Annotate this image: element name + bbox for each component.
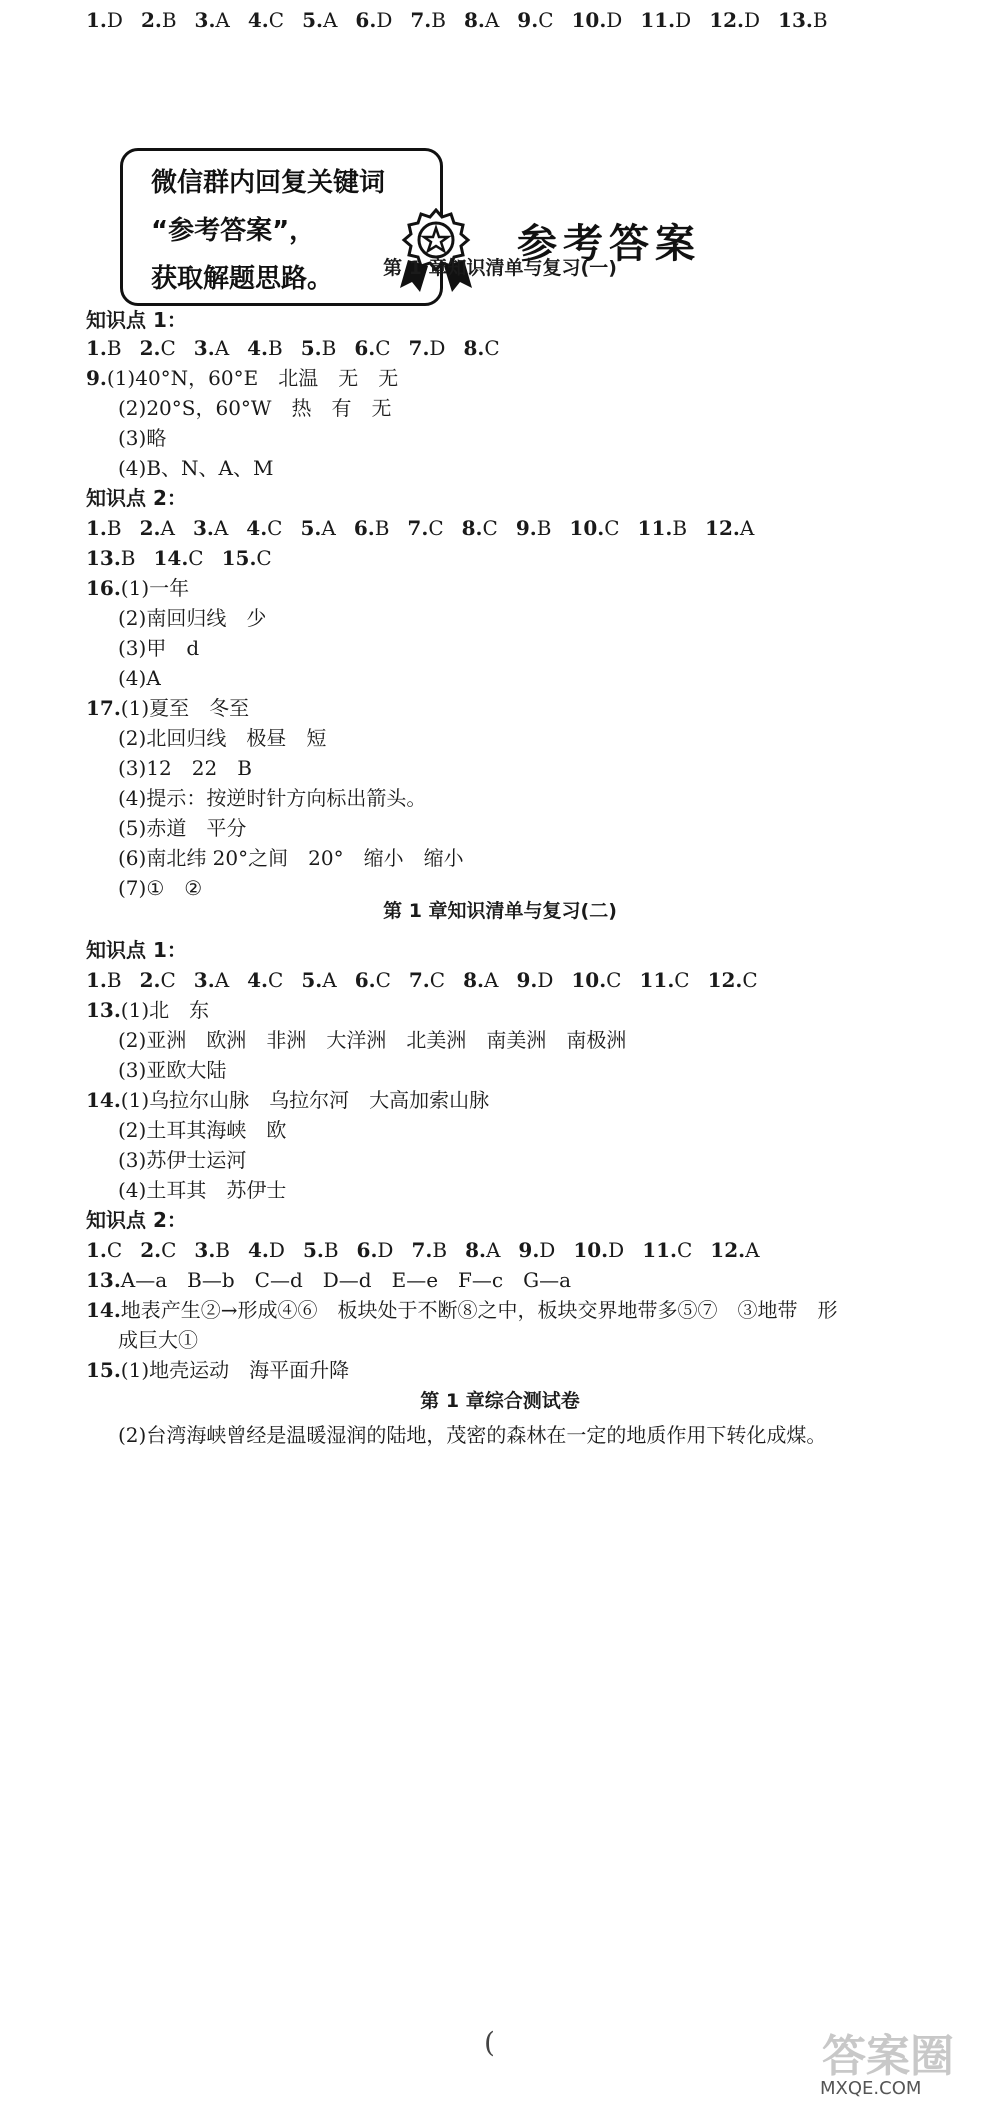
choice-answer [640, 0, 691, 40]
answer-letter: B [161, 8, 177, 32]
question-number: 11. [640, 8, 676, 32]
watermark-url: MXQE.COM [820, 2078, 922, 2099]
choice-answer [409, 328, 446, 368]
choice-answer [301, 960, 336, 1000]
question-number: 11. [639, 968, 675, 992]
answer-letter: C [267, 516, 283, 540]
answer-letter: B [268, 336, 283, 360]
answer-letter: B [812, 8, 828, 32]
choice-answer [710, 1230, 759, 1270]
answer-letter: C [604, 516, 620, 540]
choice-answer [463, 328, 499, 368]
answer-letter: D [743, 8, 761, 32]
answer-subline: (7)① ② [118, 876, 203, 900]
question-number: 5. [300, 336, 322, 360]
question-number: 1. [86, 1238, 107, 1262]
answer-subline: (2)台湾海峡曾经是温暖湿润的陆地，茂密的森林在一定的地质作用下转化成煤。 [118, 1423, 827, 1447]
question-number: 3. [194, 1238, 216, 1262]
question-number: 4. [248, 1238, 269, 1262]
page-title: 参考答案 [517, 221, 701, 267]
answer-text: A—a B—b C—d D—d E—e F—c G—a [120, 1268, 572, 1292]
question-number: 10. [573, 1238, 609, 1262]
question-number: 4. [247, 968, 269, 992]
answer-letter: B [215, 1238, 230, 1262]
choice-answer [639, 960, 689, 1000]
question-number: 1. [86, 336, 107, 360]
answer-subline: (4)提示：按逆时针方向标出箭头。 [118, 786, 427, 810]
choice-answer [516, 960, 553, 1000]
answer-letter: B [120, 546, 136, 570]
answer-letter: C [676, 1238, 693, 1262]
answer-letter: A [214, 336, 230, 360]
answer-letter: D [608, 1238, 625, 1262]
question-number: 13. [86, 1268, 121, 1292]
choice-answer [409, 960, 445, 1000]
answer-letter: C [161, 1238, 177, 1262]
choice-answer [355, 0, 392, 40]
answer-subline: (3)甲 d [118, 636, 200, 660]
question-number: 12. [710, 1238, 746, 1262]
answer-letter: C [429, 968, 446, 992]
answer-letter: A [483, 968, 499, 992]
knowledge-point-label: 知识点 2： [86, 1208, 187, 1232]
section-heading: 第 1 章知识清单与复习(二) [383, 900, 617, 922]
knowledge-point-label: 知识点 1： [86, 938, 187, 962]
choice-answer [462, 508, 498, 548]
notice-line-1: 微信群内回复关键词 [151, 168, 386, 198]
question-number: 7. [408, 336, 430, 360]
question-number: 4. [247, 336, 269, 360]
answer-letter: D [106, 8, 123, 32]
answer-line [86, 1350, 349, 1390]
answer-letter: B [432, 1238, 448, 1262]
choice-answer [410, 0, 446, 40]
question-number: 4. [246, 516, 268, 540]
question-number: 7. [408, 968, 430, 992]
answer-letter: C [106, 1238, 123, 1262]
question-number: 14. [86, 1088, 121, 1112]
watermark-logo: 答案圈 [822, 2031, 954, 2082]
question-number: 10. [569, 516, 605, 540]
question-number: 15. [221, 546, 257, 570]
answer-letter: B [321, 336, 337, 360]
knowledge-point-label: 知识点 2： [86, 486, 187, 510]
question-number: 13. [86, 546, 121, 570]
question-number: 2. [140, 8, 162, 32]
question-number: 11. [642, 1238, 677, 1262]
notice-line-2: “参考答案”， [151, 216, 316, 246]
answer-subline: (2)南回归线 少 [118, 606, 267, 630]
answer-letter: B [323, 1238, 339, 1262]
question-number: 6. [355, 8, 377, 32]
answer-letter: C [428, 516, 444, 540]
answer-letter: A [321, 516, 336, 540]
question-number: 17. [86, 696, 121, 720]
answer-subline: 成巨大① [118, 1328, 198, 1352]
answer-letter: C [160, 968, 176, 992]
answer-line [86, 1290, 838, 1330]
choice-answer [569, 508, 619, 548]
choice-answer [571, 960, 621, 1000]
question-number: 8. [465, 1238, 486, 1262]
choice-answer [463, 960, 498, 1000]
question-number: 8. [463, 336, 485, 360]
question-number: 8. [463, 8, 485, 32]
answer-letter: A [214, 968, 230, 992]
answer-letter: A [213, 516, 229, 540]
answer-letter: C [160, 336, 176, 360]
question-number: 9. [516, 968, 538, 992]
question-number: 2. [139, 516, 161, 540]
choice-answer [86, 0, 123, 40]
question-number: 3. [193, 968, 215, 992]
question-number: 7. [407, 516, 429, 540]
question-number: 16. [86, 576, 121, 600]
answer-letter: B [374, 516, 390, 540]
question-number: 5. [302, 1238, 324, 1262]
choice-answer [354, 508, 390, 548]
answer-letter: B [672, 516, 688, 540]
choice-answer [708, 960, 758, 1000]
answer-letter: C [268, 968, 284, 992]
question-number: 3. [193, 336, 215, 360]
answer-letter: C [482, 516, 498, 540]
question-number: 1. [86, 516, 107, 540]
answer-letter: C [674, 968, 690, 992]
answer-subline: (2)北回归线 极昼 短 [118, 726, 327, 750]
question-number: 4. [247, 8, 269, 32]
question-number: 7. [410, 8, 432, 32]
answer-text: (1)一年 [120, 576, 190, 600]
answer-subline: (3)苏伊士运河 [118, 1148, 247, 1172]
choice-answer [638, 508, 688, 548]
answer-subline: (2)土耳其海峡 欧 [118, 1118, 287, 1142]
choice-answer [300, 508, 335, 548]
question-number: 11. [637, 516, 673, 540]
question-number: 9. [515, 516, 537, 540]
answer-letter: A [484, 8, 500, 32]
choice-answer [709, 0, 760, 40]
answer-letter: B [106, 336, 122, 360]
choice-answer [642, 1230, 692, 1270]
answer-subline: (5)赤道 平分 [118, 816, 247, 840]
answer-text: (1)夏至 冬至 [120, 696, 250, 720]
answer-letter: C [268, 8, 285, 32]
answer-subline: (2)亚洲 欧洲 非洲 大洋洲 北美洲 南美洲 南极洲 [118, 1028, 627, 1052]
answer-letter: D [429, 336, 446, 360]
answer-letter: A [215, 8, 230, 32]
choice-answer [705, 508, 754, 548]
answer-subline: (4)B、N、A、M [118, 456, 274, 480]
question-number: 5. [300, 516, 322, 540]
question-number: 9. [518, 1238, 540, 1262]
question-number: 6. [353, 516, 375, 540]
choice-answer [222, 538, 272, 578]
choice-answer [517, 0, 553, 40]
question-number: 6. [356, 1238, 378, 1262]
knowledge-point-label: 知识点 1： [86, 308, 187, 332]
question-number: 7. [411, 1238, 433, 1262]
answer-subline: (3)12 22 B [118, 756, 252, 780]
question-number: 2. [139, 968, 161, 992]
choice-answer [141, 0, 177, 40]
choice-answer [247, 960, 283, 1000]
answer-subline: (2)20°S，60°W 热 有 无 [118, 396, 392, 420]
answer-text: (1)40°N，60°E 北温 无 无 [106, 366, 399, 390]
answer-letter: D [268, 1238, 285, 1262]
answer-letter: B [106, 968, 122, 992]
answer-letter: D [377, 1238, 394, 1262]
question-number: 8. [461, 516, 483, 540]
question-number: 15. [86, 1358, 121, 1382]
answer-subline: (3)亚欧大陆 [118, 1058, 227, 1082]
answer-letter: C [484, 336, 500, 360]
choice-answer [572, 0, 623, 40]
answer-letter: A [322, 8, 338, 32]
answer-letter: A [485, 1238, 501, 1262]
choice-answer [407, 508, 443, 548]
question-number: 13. [86, 998, 121, 1022]
answer-letter: C [188, 546, 204, 570]
question-number: 10. [571, 8, 607, 32]
question-number: 6. [354, 336, 376, 360]
question-number: 14. [153, 546, 189, 570]
question-number: 12. [709, 8, 744, 32]
question-number: 6. [354, 968, 376, 992]
question-number: 8. [463, 968, 484, 992]
answer-letter: D [537, 968, 554, 992]
question-number: 3. [194, 8, 216, 32]
choice-answer [516, 508, 552, 548]
answer-letter: B [431, 8, 446, 32]
choice-answer [302, 0, 337, 40]
answer-letter: C [742, 968, 758, 992]
answer-letter: C [538, 8, 554, 32]
question-number: 10. [571, 968, 607, 992]
question-number: 13. [778, 8, 813, 32]
answer-text: (1)地壳运动 海平面升降 [120, 1358, 350, 1382]
section-heading: 第 1 章知识清单与复习(一) [383, 257, 617, 279]
answer-letter: C [375, 968, 391, 992]
answer-letter: D [376, 8, 393, 32]
question-number: 12. [705, 516, 740, 540]
answer-letter: A [322, 968, 337, 992]
choice-answer-row [86, 0, 846, 40]
question-number: 9. [517, 8, 539, 32]
choice-answer [573, 1230, 624, 1270]
answer-text: (1)乌拉尔山脉 乌拉尔河 大高加索山脉 [120, 1088, 490, 1112]
question-number: 5. [301, 968, 323, 992]
answer-letter: C [256, 546, 272, 570]
answer-letter: D [606, 8, 623, 32]
answer-subline: (6)南北纬 20°之间 20° 缩小 缩小 [118, 846, 464, 870]
answer-letter: A [160, 516, 175, 540]
answer-letter: C [606, 968, 622, 992]
answer-text: 地表产生②→形成④⑥ 板块处于不断⑧之中，板块交界地带多⑤⑦ ③地带 形 [120, 1298, 838, 1322]
question-number: 1. [86, 968, 107, 992]
answer-letter: A [739, 516, 755, 540]
choice-answer [464, 0, 499, 40]
answer-letter: A [745, 1238, 760, 1262]
question-number: 2. [139, 336, 161, 360]
answer-letter: D [539, 1238, 556, 1262]
question-number: 2. [140, 1238, 162, 1262]
notice-line-3: 获取解题思路。 [151, 264, 334, 294]
question-number: 1. [86, 8, 107, 32]
answer-letter: B [536, 516, 552, 540]
choice-answer [355, 960, 391, 1000]
choice-answer [778, 0, 828, 40]
answer-subline: (4)土耳其 苏伊士 [118, 1178, 287, 1202]
question-number: 3. [192, 516, 214, 540]
question-number: 9. [86, 366, 107, 390]
choice-answer [248, 0, 284, 40]
section-heading: 第 1 章综合测试卷 [420, 1390, 580, 1412]
answer-subline: (3)略 [118, 426, 167, 450]
answer-letter: B [106, 516, 122, 540]
answer-letter: D [675, 8, 692, 32]
choice-answer [195, 0, 230, 40]
question-number: 14. [86, 1298, 121, 1322]
answer-subline: (4)A [118, 666, 161, 690]
answer-letter: C [375, 336, 391, 360]
question-number: 5. [302, 8, 323, 32]
question-number: 12. [707, 968, 743, 992]
answer-text: (1)北 东 [120, 998, 210, 1022]
page-mark: ( [484, 2026, 495, 2059]
